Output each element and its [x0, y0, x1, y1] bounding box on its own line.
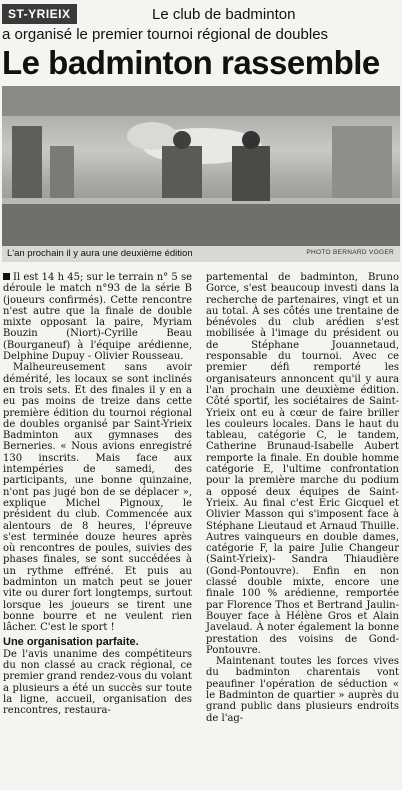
badminton-players-image	[2, 86, 400, 246]
section-subhead: Une organisation parfaite.	[3, 635, 139, 648]
kicker-text: Le club de badminton	[152, 6, 296, 23]
article-column-2	[206, 272, 399, 724]
article-column-1	[3, 272, 192, 717]
paragraph-lead	[3, 272, 192, 362]
paragraph: De l'avis unanime des compétiteurs du non classé au crack régional, ce premier grand rendez-vous du volant a plusieurs a été un succès sur toute la ligne, accueil, organisation des rencontres, restaura-	[3, 648, 192, 717]
photo-caption: L'an prochain il y aura une deuxième édition	[7, 248, 193, 259]
headline: Le badminton rassemble	[2, 44, 380, 81]
subtitle: a organisé le premier tournoi régional de doubles	[2, 26, 329, 43]
photo-caption-bar	[2, 246, 400, 262]
paragraph: partemental de badminton, Bruno Gorce, s'est beaucoup investi dans la recherche de partenaires, vingt et un au total. À ses côtés une trentaine de bénévoles du club arédien s'est mobilisée à l'image du président ou de Stéphane Jouannetaud, responsable du tournoi. Avec ce premier défi remporté les organisateurs annoncent qu'il y aura l'an prochain une deuxième édition. Côté sportif, les sociétaires de Saint-Yrieix ont eu à cœur de faire briller les couleurs locales. Dans le haut du tableau, catégorie C, le tandem, Catherine Brunaud-Isabelle Aubert remporte la finale. En double homme catégorie E, l'ultime confrontation pour la première marche du podium a opposé deux équipes de Saint-Yrieix. Au final c'est Eric Gicquel et Olivier Masson qui s'imposent face à Stéphane Lieutaud et Arnaud Thuille. Autres vainqueurs en double dames, catégorie F, la paire Julie Changeur (Saint-Yrieix)- Sandra Thiaudière (Gond-Pontouvre). Enfin en non classé double mixte, encore une finale 100 % arédienne, remportée par Florence Thos et Bertrand Jaulin-Bouyer face à Hélène Gros et Alain Javelaud. À noter également la bonne prestation des voisins de Gond-Pontouvre.	[206, 272, 399, 656]
kicker-label: ST-YRIEIX	[2, 4, 77, 24]
header-row	[2, 4, 400, 26]
bullet-icon	[3, 273, 10, 280]
paragraph: Maintenant toutes les forces vives du badminton charentais vont peaufiner l'opération de séduction « le Badminton de quartier » auprès du grand public dans plusieurs endroits de l'ag-	[206, 656, 399, 724]
article-photo	[2, 86, 400, 246]
photo-credit: PHOTO BERNARD VOGER	[306, 249, 394, 256]
paragraph-lead-text: Il est 14 h 45; sur le terrain n° 5 se déroule le match n°93 de la série B (joueurs confirmés). Cette rencontre n'est autre que la finale de double mixte opposant la paire, Myriam Bouzin (Niort)-Cyrille Beau (Bourganeuf) à l'équipe arédienne, Delphine Dupuy - Olivier Rousseau.	[3, 272, 192, 363]
paragraph: Malheureusement sans avoir démérité, les locaux se sont inclinés en trois sets. Et des finales il y en a eu pas moins de treize dans cette première édition du tournoi régional de doubles organisé par Saint-Yrieix Badminton aux gymnases des Berneries. « Nous avions enregistré 130 inscrits. Mais face aux intempéries de samedi, des participants, une bonne quinzaine, n'ont pas jugé bon de se déplacer », explique Michel Pignoux, le président du club. Commencée aux alentours de 8 heures, l'épreuve s'est terminée douze heures après où rencontres de poules, suivies des phases finales, se sont succédées à un rythme effréné. Et puis au badminton un match peut se jouer vite ou durer fort longtemps, surtout lorsque les joueurs se tirent une bonne bourre et ne veulent rien lâcher. C'est le sport !	[3, 362, 192, 634]
